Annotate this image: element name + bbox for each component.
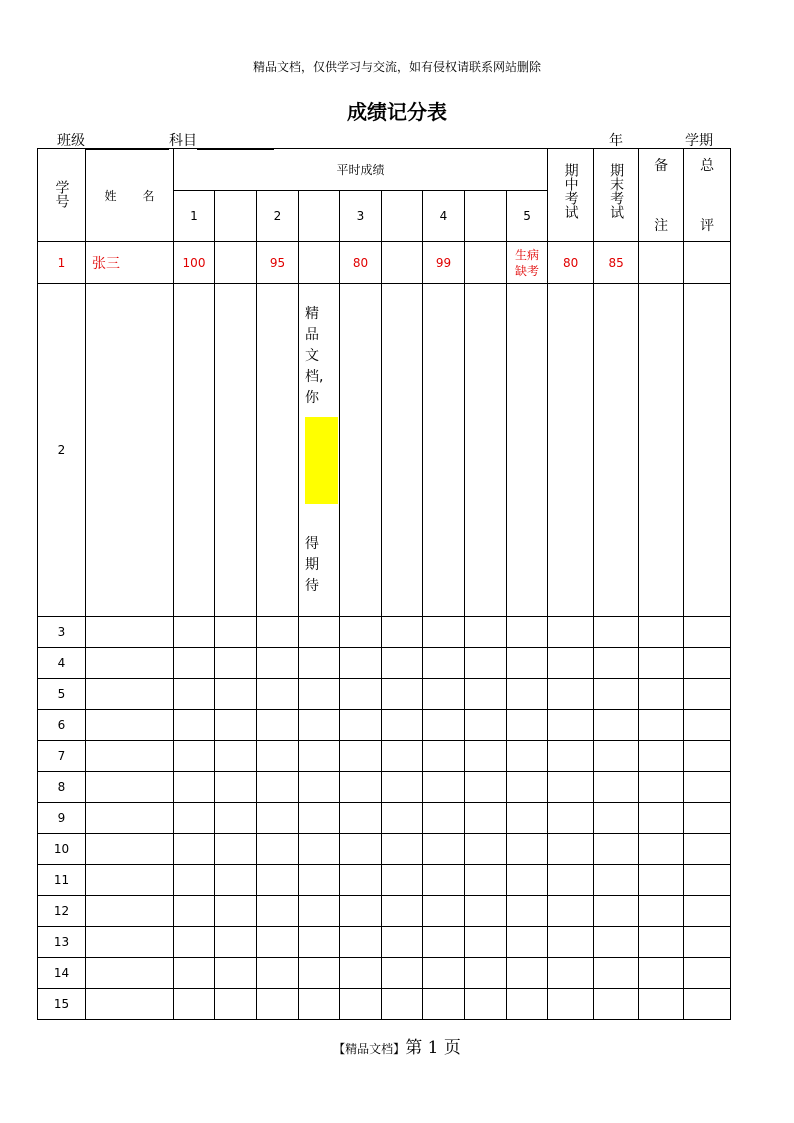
empty-cell: [548, 679, 594, 710]
empty-cell: [174, 834, 215, 865]
empty-cell: [507, 896, 548, 927]
term-label: 学期: [685, 133, 713, 149]
empty-cell: [174, 772, 215, 803]
empty-cell: [465, 803, 507, 834]
row-number: 7: [38, 741, 86, 772]
sub-col-1: 1: [174, 191, 215, 242]
row-number: 15: [38, 989, 86, 1020]
empty-cell: [594, 803, 639, 834]
empty-cell: [215, 679, 257, 710]
empty-cell: [257, 865, 299, 896]
empty-cell: [340, 710, 382, 741]
empty-cell: [86, 710, 174, 741]
class-subject-line: [57, 130, 274, 150]
empty-cell: [215, 896, 257, 927]
table-row: [38, 803, 731, 834]
empty-cell: [215, 865, 257, 896]
empty-cell: [299, 927, 340, 958]
empty-cell: [507, 710, 548, 741]
empty-cell: [299, 679, 340, 710]
empty-cell: [507, 989, 548, 1020]
table-row: [38, 896, 731, 927]
overall-header: 总 评: [684, 149, 731, 242]
watermark-header: 精品文档，仅供学习与交流，如有侵权请联系网站删除: [252, 60, 541, 74]
empty-cell: [423, 679, 465, 710]
empty-cell: [507, 617, 548, 648]
empty-cell: [639, 617, 684, 648]
subject-label: 科目: [169, 133, 197, 149]
table-row: [38, 617, 731, 648]
empty-cell: [257, 834, 299, 865]
empty-cell: [174, 679, 215, 710]
score-cell: [382, 242, 423, 284]
empty-cell: [423, 772, 465, 803]
empty-cell: [423, 741, 465, 772]
empty-cell: [465, 896, 507, 927]
empty-cell: [340, 927, 382, 958]
empty-cell: [465, 679, 507, 710]
score-2: 95: [257, 242, 299, 284]
row-number: 10: [38, 834, 86, 865]
empty-cell: [423, 834, 465, 865]
empty-cell: [340, 741, 382, 772]
empty-cell: [548, 741, 594, 772]
sub-col-gap-4: [465, 191, 507, 242]
score-table: [37, 148, 731, 1020]
empty-cell: [257, 927, 299, 958]
table-row: [38, 284, 731, 617]
empty-cell: [382, 803, 423, 834]
empty-cell: [86, 865, 174, 896]
empty-cell: [86, 958, 174, 989]
empty-cell: [382, 834, 423, 865]
empty-cell: [257, 679, 299, 710]
empty-cell: [548, 648, 594, 679]
empty-cell: [507, 741, 548, 772]
empty-cell: [684, 617, 731, 648]
row-number: 1: [38, 242, 86, 284]
empty-cell: [594, 710, 639, 741]
sub-col-4: 4: [423, 191, 465, 242]
empty-cell: [507, 958, 548, 989]
footer-page-suffix: 页: [443, 1038, 461, 1058]
empty-cell: [215, 741, 257, 772]
empty-cell: [684, 741, 731, 772]
table-row: [38, 741, 731, 772]
row-number: 13: [38, 927, 86, 958]
empty-cell: [299, 896, 340, 927]
empty-cell: [340, 648, 382, 679]
empty-cell: [639, 865, 684, 896]
empty-cell: [174, 617, 215, 648]
empty-cell: [174, 865, 215, 896]
row-number: 8: [38, 772, 86, 803]
empty-cell: [299, 648, 340, 679]
sub-col-gap-3: [382, 191, 423, 242]
empty-cell: [594, 648, 639, 679]
empty-cell: [340, 617, 382, 648]
empty-cell: [257, 896, 299, 927]
empty-cell: [465, 958, 507, 989]
empty-cell: [86, 803, 174, 834]
empty-cell: [465, 710, 507, 741]
empty-cell: [465, 989, 507, 1020]
empty-cell: [299, 989, 340, 1020]
empty-cell: [684, 803, 731, 834]
score-cell: [215, 242, 257, 284]
empty-cell: [257, 958, 299, 989]
row-number: 4: [38, 648, 86, 679]
empty-cell: [215, 772, 257, 803]
vertical-note-top: 精品文档,你: [305, 306, 324, 406]
empty-cell: [639, 958, 684, 989]
class-label: 班级: [57, 133, 85, 149]
empty-cell: [299, 772, 340, 803]
empty-cell: [299, 803, 340, 834]
empty-cell: [299, 958, 340, 989]
empty-cell: [86, 679, 174, 710]
empty-cell: [215, 803, 257, 834]
student-no-header: 学号: [38, 149, 86, 242]
empty-cell: [548, 896, 594, 927]
empty-cell: [382, 648, 423, 679]
table-row: [38, 648, 731, 679]
empty-cell: [465, 927, 507, 958]
empty-cell: [257, 617, 299, 648]
table-row: [38, 865, 731, 896]
empty-cell: [507, 803, 548, 834]
empty-cell: [639, 710, 684, 741]
empty-cell: [639, 741, 684, 772]
page-title: 成绩记分表: [347, 100, 447, 124]
empty-cell: [548, 803, 594, 834]
empty-cell: [594, 927, 639, 958]
header-row-1: [38, 149, 731, 191]
row-number: 9: [38, 803, 86, 834]
remaining-rows: [38, 617, 731, 1020]
empty-cell: [215, 989, 257, 1020]
empty-cell: [684, 865, 731, 896]
empty-cell: [639, 679, 684, 710]
sub-col-gap-2: [299, 191, 340, 242]
empty-cell: [382, 927, 423, 958]
empty-cell: [684, 648, 731, 679]
vertical-note-bottom: 得期待: [305, 536, 319, 594]
empty-cell: [382, 772, 423, 803]
table-row: [38, 989, 731, 1020]
overall-cell: [684, 242, 731, 284]
empty-cell: [215, 927, 257, 958]
empty-cell: [174, 741, 215, 772]
empty-cell: [684, 710, 731, 741]
regular-scores-header: 平时成绩: [174, 149, 548, 191]
empty-cell: [594, 896, 639, 927]
empty-cell: [548, 958, 594, 989]
empty-cell: [639, 648, 684, 679]
empty-cell: [299, 617, 340, 648]
empty-cell: [684, 989, 731, 1020]
empty-cell: [423, 617, 465, 648]
empty-cell: [174, 803, 215, 834]
empty-cell: [507, 772, 548, 803]
empty-cell: [257, 989, 299, 1020]
empty-cell: [639, 834, 684, 865]
remarks-header: 备 注: [639, 149, 684, 242]
empty-cell: [174, 896, 215, 927]
empty-cell: [548, 989, 594, 1020]
empty-cell: [215, 834, 257, 865]
empty-cell: [507, 834, 548, 865]
empty-cell: [174, 648, 215, 679]
score-cell: [299, 242, 340, 284]
empty-cell: [548, 772, 594, 803]
empty-cell: [257, 803, 299, 834]
midterm-header: 期中考试: [548, 149, 594, 242]
table-row: [38, 927, 731, 958]
final-header: 期末考试: [594, 149, 639, 242]
empty-cell: [548, 865, 594, 896]
empty-cell: [684, 772, 731, 803]
empty-cell: [86, 989, 174, 1020]
empty-cell: [86, 896, 174, 927]
sub-col-5: 5: [507, 191, 548, 242]
vertical-note-cell: [299, 284, 340, 617]
empty-cell: [174, 989, 215, 1020]
empty-cell: [382, 617, 423, 648]
empty-cell: [507, 679, 548, 710]
empty-cell: [382, 865, 423, 896]
empty-cell: [684, 958, 731, 989]
row-number: 3: [38, 617, 86, 648]
table-row: [38, 710, 731, 741]
empty-cell: [548, 834, 594, 865]
empty-cell: [594, 958, 639, 989]
empty-cell: [86, 772, 174, 803]
score-4: 99: [423, 242, 465, 284]
midterm-score: 80: [548, 242, 594, 284]
empty-cell: [594, 679, 639, 710]
score-5-note: 生病 缺考: [507, 242, 548, 284]
empty-cell: [257, 772, 299, 803]
empty-cell: [299, 710, 340, 741]
student-name: 张三: [86, 242, 174, 284]
sub-col-gap-1: [215, 191, 257, 242]
row-number: 6: [38, 710, 86, 741]
empty-cell: [465, 865, 507, 896]
empty-cell: [215, 648, 257, 679]
empty-cell: [382, 896, 423, 927]
empty-cell: [86, 648, 174, 679]
empty-cell: [340, 834, 382, 865]
empty-cell: [382, 710, 423, 741]
empty-cell: [215, 710, 257, 741]
empty-cell: [594, 741, 639, 772]
score-1: 100: [174, 242, 215, 284]
empty-cell: [465, 772, 507, 803]
footer-label: 【精品文档】: [333, 1042, 406, 1056]
empty-cell: [423, 896, 465, 927]
footer-page-number: 1: [427, 1038, 439, 1058]
empty-cell: [423, 710, 465, 741]
empty-cell: [594, 989, 639, 1020]
empty-cell: [465, 834, 507, 865]
table-row: [38, 958, 731, 989]
empty-cell: [548, 710, 594, 741]
empty-cell: [382, 741, 423, 772]
empty-cell: [340, 865, 382, 896]
empty-cell: [340, 989, 382, 1020]
page-footer: [0, 1033, 794, 1058]
row-number: 12: [38, 896, 86, 927]
empty-cell: [507, 648, 548, 679]
empty-cell: [86, 927, 174, 958]
empty-cell: [423, 989, 465, 1020]
empty-cell: [382, 989, 423, 1020]
sub-col-2: 2: [257, 191, 299, 242]
empty-cell: [423, 803, 465, 834]
table-row: [38, 834, 731, 865]
empty-cell: [382, 679, 423, 710]
empty-cell: [299, 741, 340, 772]
footer-page-prefix: 第: [405, 1038, 423, 1058]
empty-cell: [639, 896, 684, 927]
empty-cell: [174, 927, 215, 958]
empty-cell: [86, 617, 174, 648]
empty-cell: [507, 927, 548, 958]
sub-col-3: 3: [340, 191, 382, 242]
empty-cell: [639, 989, 684, 1020]
row-number: 14: [38, 958, 86, 989]
empty-cell: [684, 679, 731, 710]
name-header: 姓 名: [86, 149, 174, 242]
highlight-block: [305, 417, 338, 504]
empty-cell: [548, 927, 594, 958]
empty-cell: [465, 648, 507, 679]
table-row: [38, 242, 731, 284]
empty-cell: [340, 772, 382, 803]
empty-cell: [423, 958, 465, 989]
empty-cell: [594, 772, 639, 803]
empty-cell: [257, 741, 299, 772]
row-number: 2: [38, 284, 86, 617]
empty-cell: [215, 958, 257, 989]
score-3: 80: [340, 242, 382, 284]
empty-cell: [340, 896, 382, 927]
empty-cell: [423, 927, 465, 958]
empty-cell: [340, 958, 382, 989]
row-number: 5: [38, 679, 86, 710]
empty-cell: [684, 927, 731, 958]
empty-cell: [594, 617, 639, 648]
empty-cell: [465, 741, 507, 772]
empty-cell: [423, 648, 465, 679]
empty-cell: [257, 648, 299, 679]
empty-cell: [257, 710, 299, 741]
table-row: [38, 772, 731, 803]
table-row: [38, 679, 731, 710]
score-cell: [465, 242, 507, 284]
empty-cell: [340, 679, 382, 710]
empty-cell: [594, 834, 639, 865]
remarks-cell: [639, 242, 684, 284]
empty-cell: [684, 834, 731, 865]
empty-cell: [548, 617, 594, 648]
empty-cell: [86, 834, 174, 865]
empty-cell: [299, 865, 340, 896]
row-number: 11: [38, 865, 86, 896]
empty-cell: [639, 803, 684, 834]
year-label: 年: [609, 133, 623, 149]
final-score: 85: [594, 242, 639, 284]
empty-cell: [382, 958, 423, 989]
empty-cell: [86, 741, 174, 772]
empty-cell: [465, 617, 507, 648]
empty-cell: [594, 865, 639, 896]
empty-cell: [215, 617, 257, 648]
empty-cell: [639, 772, 684, 803]
empty-cell: [174, 710, 215, 741]
empty-cell: [174, 958, 215, 989]
empty-cell: [423, 865, 465, 896]
empty-cell: [639, 927, 684, 958]
empty-cell: [340, 803, 382, 834]
empty-cell: [299, 834, 340, 865]
empty-cell: [684, 896, 731, 927]
empty-cell: [507, 865, 548, 896]
